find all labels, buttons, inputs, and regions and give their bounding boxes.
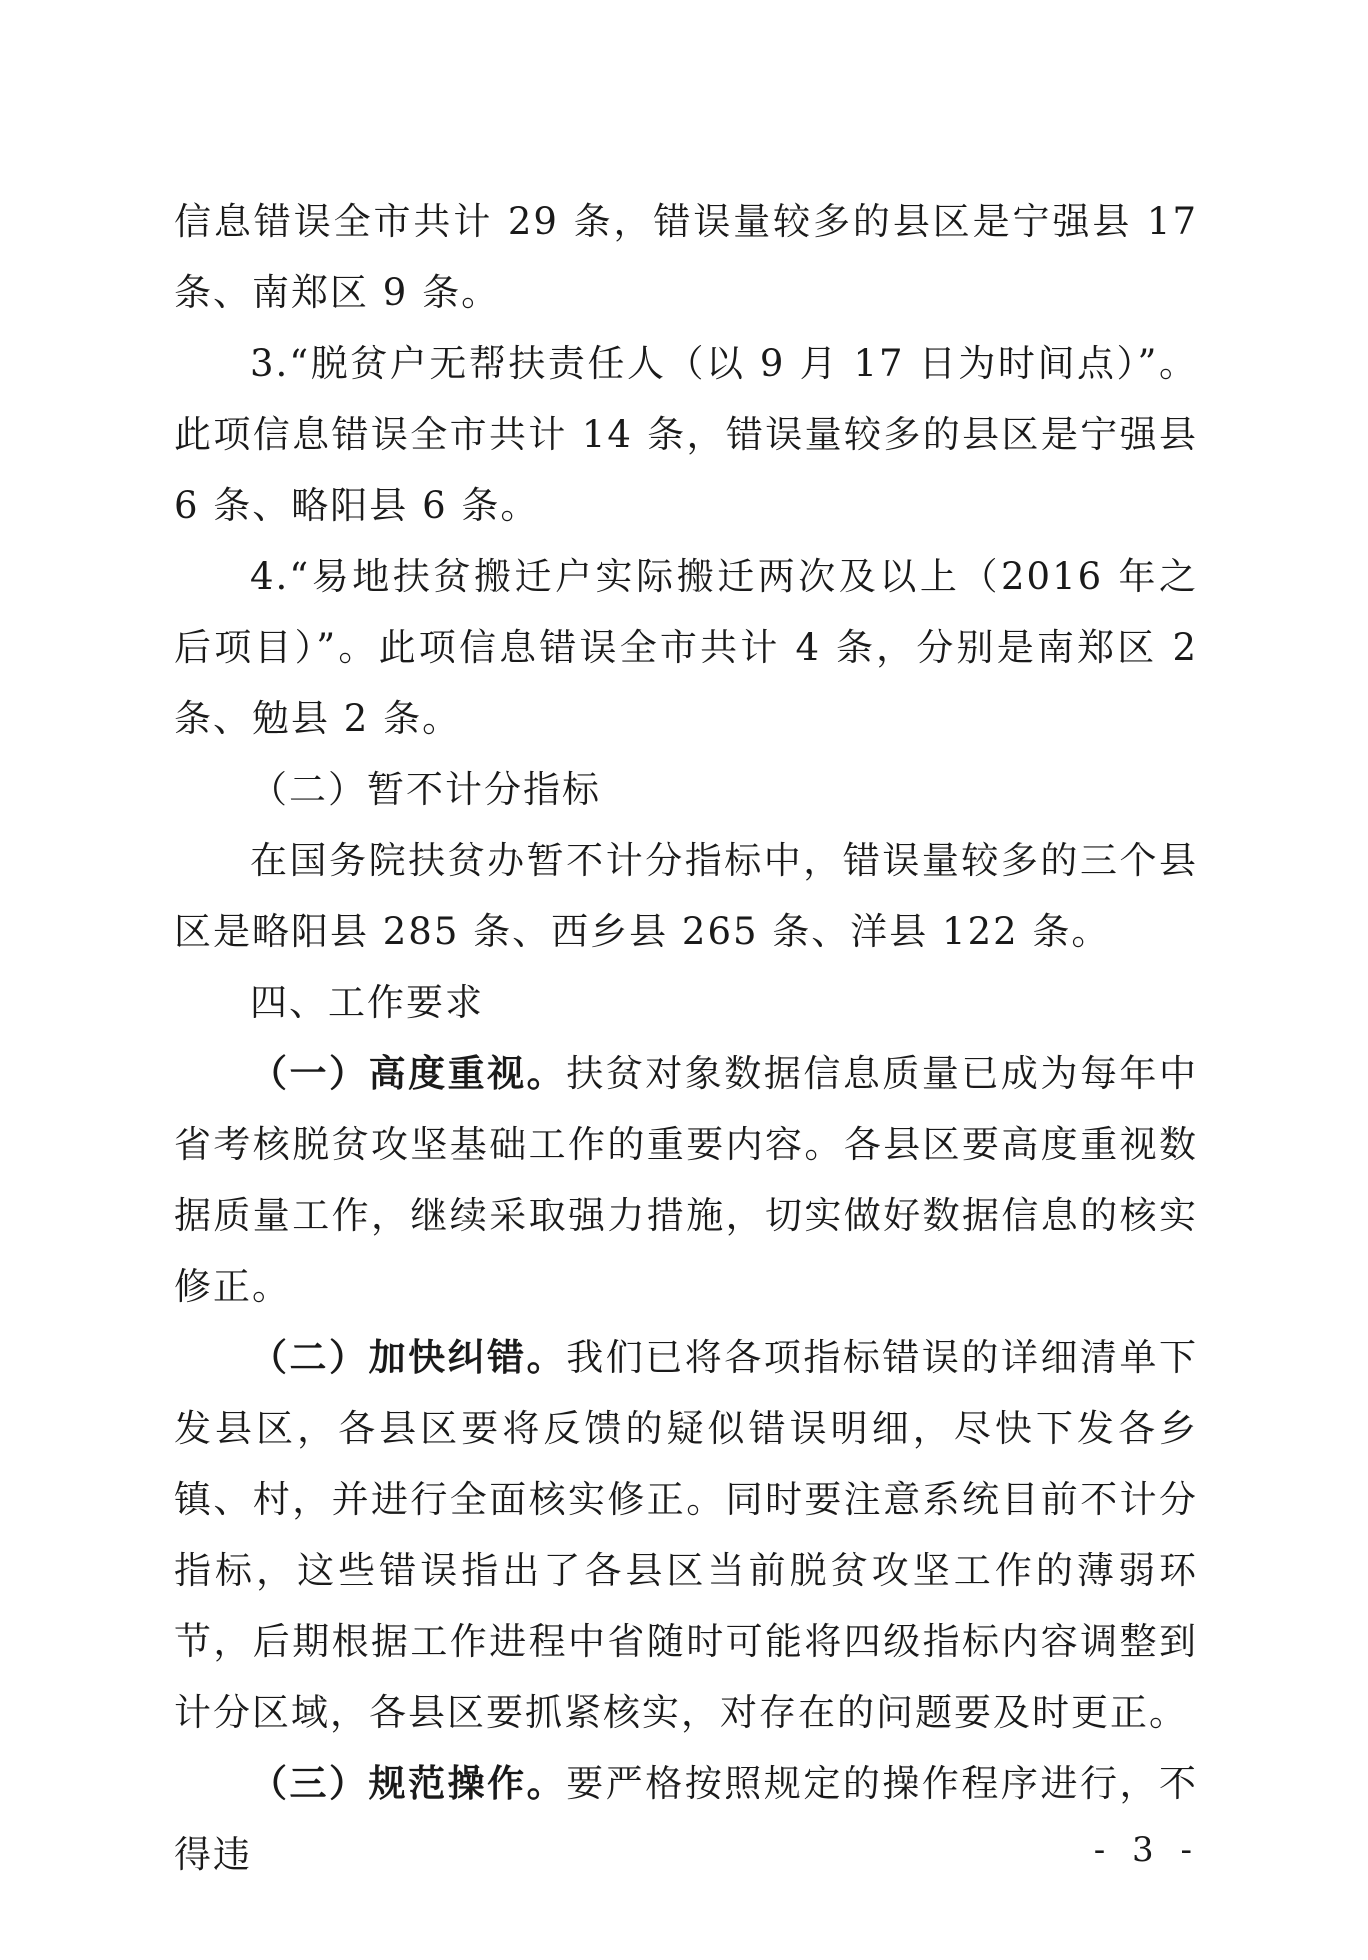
page-number: - 3 - [1093, 1830, 1200, 1870]
paragraph-requirement-1 [174, 1038, 1198, 1322]
section-heading-work-requirements [174, 967, 1198, 1038]
paragraph-text: 3.“脱贫户无帮扶责任人（以 9 月 17 日为时间点）”。此项信息错误全市共计 14 条，错误量较多的县区是宁强县 6 条、略阳县 6 条。 [174, 342, 1198, 527]
requirement-lead: （一）高度重视。 [250, 1051, 567, 1095]
paragraph-text: 4.“易地扶贫搬迁户实际搬迁两次及以上（2016 年之后项目）”。此项信息错误全市共计 4 条，分别是南郑区 2 条、勉县 2 条。 [174, 555, 1198, 740]
requirement-lead: （三）规范操作。 [250, 1761, 567, 1805]
document-body [174, 186, 1198, 1890]
paragraph-requirement-2 [174, 1322, 1198, 1748]
paragraph-item-3 [174, 328, 1198, 541]
paragraph-text: 扶贫对象数据信息质量已成为每年中省考核脱贫攻坚基础工作的重要内容。各县区要高度重视数据质量工作，继续采取强力措施，切实做好数据信息的核实修正。 [174, 1052, 1199, 1308]
section-heading-temporary-indicators [174, 754, 1198, 825]
paragraph-text: 在国务院扶贫办暂不计分指标中，错误量较多的三个县区是略阳县 285 条、西乡县 265 条、洋县 122 条。 [174, 839, 1198, 953]
paragraph-temporary-indicators [174, 825, 1198, 967]
heading-text: 四、工作要求 [250, 981, 484, 1024]
paragraph-requirement-3 [174, 1748, 1198, 1890]
requirement-lead: （二）加快纠错。 [250, 1335, 567, 1379]
paragraph-continued [174, 186, 1198, 328]
paragraph-text: 信息错误全市共计 29 条，错误量较多的县区是宁强县 17 条、南郑区 9 条。 [174, 200, 1198, 314]
paragraph-text: 我们已将各项指标错误的详细清单下发县区，各县区要将反馈的疑似错误明细，尽快下发各乡镇、村，并进行全面核实修正。同时要注意系统目前不计分指标，这些错误指出了各县区当前脱贫攻坚工作的薄弱环节，后期根据工作进程中省随时可能将四级指标内容调整到计分区域，各县区要抓紧核实，对存在的问题要及时更正。 [174, 1336, 1199, 1734]
paragraph-item-4 [174, 541, 1198, 754]
heading-text: （二）暂不计分指标 [250, 768, 601, 811]
paragraph-text: 要严格按照规定的操作程序进行，不得违 [174, 1762, 1199, 1876]
